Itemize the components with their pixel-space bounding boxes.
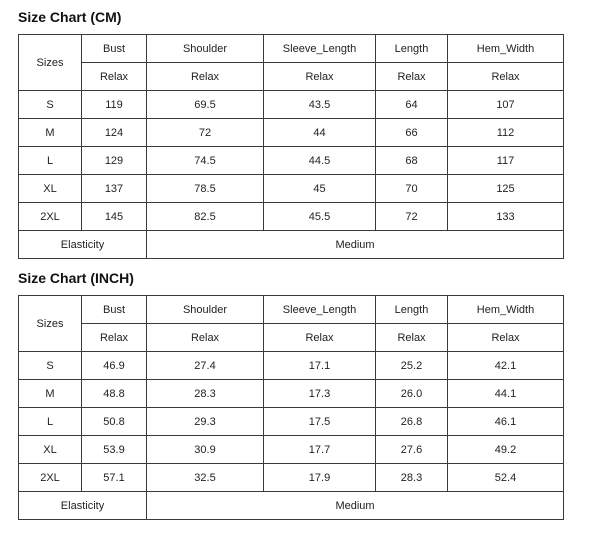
value-cell: 46.9 bbox=[82, 352, 147, 380]
table-row bbox=[19, 91, 564, 119]
value-cell: 74.5 bbox=[147, 147, 264, 175]
value-cell: 49.2 bbox=[448, 436, 564, 464]
value-cell: 133 bbox=[448, 203, 564, 231]
value-cell: 57.1 bbox=[82, 464, 147, 492]
column-header: Hem_Width bbox=[448, 35, 564, 63]
elasticity-row bbox=[19, 231, 564, 259]
value-cell: 48.8 bbox=[82, 380, 147, 408]
table-row bbox=[19, 119, 564, 147]
value-cell: 26.0 bbox=[376, 380, 448, 408]
size-cell: S bbox=[19, 352, 82, 380]
column-header: Bust bbox=[82, 35, 147, 63]
elasticity-label: Elasticity bbox=[19, 231, 147, 259]
value-cell: 124 bbox=[82, 119, 147, 147]
size-chart-inch-table bbox=[18, 295, 564, 520]
value-cell: 43.5 bbox=[264, 91, 376, 119]
column-header: Shoulder bbox=[147, 35, 264, 63]
value-cell: 72 bbox=[376, 203, 448, 231]
value-cell: 53.9 bbox=[82, 436, 147, 464]
value-cell: 112 bbox=[448, 119, 564, 147]
value-cell: 32.5 bbox=[147, 464, 264, 492]
size-cell: 2XL bbox=[19, 464, 82, 492]
value-cell: 45 bbox=[264, 175, 376, 203]
value-cell: 129 bbox=[82, 147, 147, 175]
column-header: Length bbox=[376, 296, 448, 324]
fit-cell: Relax bbox=[264, 63, 376, 91]
fit-cell: Relax bbox=[376, 324, 448, 352]
fit-cell: Relax bbox=[448, 63, 564, 91]
fit-cell: Relax bbox=[147, 324, 264, 352]
fit-cell: Relax bbox=[376, 63, 448, 91]
value-cell: 145 bbox=[82, 203, 147, 231]
value-cell: 82.5 bbox=[147, 203, 264, 231]
value-cell: 119 bbox=[82, 91, 147, 119]
value-cell: 45.5 bbox=[264, 203, 376, 231]
size-cell: L bbox=[19, 147, 82, 175]
value-cell: 52.4 bbox=[448, 464, 564, 492]
sizes-header: Sizes bbox=[19, 296, 82, 352]
value-cell: 44 bbox=[264, 119, 376, 147]
sizes-header: Sizes bbox=[19, 35, 82, 91]
table-row bbox=[19, 436, 564, 464]
value-cell: 27.4 bbox=[147, 352, 264, 380]
value-cell: 42.1 bbox=[448, 352, 564, 380]
value-cell: 125 bbox=[448, 175, 564, 203]
size-cell: 2XL bbox=[19, 203, 82, 231]
table-row bbox=[19, 175, 564, 203]
value-cell: 28.3 bbox=[147, 380, 264, 408]
value-cell: 30.9 bbox=[147, 436, 264, 464]
elasticity-value: Medium bbox=[147, 231, 564, 259]
fit-cell: Relax bbox=[264, 324, 376, 352]
value-cell: 17.5 bbox=[264, 408, 376, 436]
value-cell: 17.1 bbox=[264, 352, 376, 380]
value-cell: 117 bbox=[448, 147, 564, 175]
size-cell: M bbox=[19, 380, 82, 408]
column-header: Shoulder bbox=[147, 296, 264, 324]
fit-row bbox=[19, 63, 564, 91]
column-header: Sleeve_Length bbox=[264, 296, 376, 324]
elasticity-label: Elasticity bbox=[19, 492, 147, 520]
value-cell: 17.3 bbox=[264, 380, 376, 408]
value-cell: 25.2 bbox=[376, 352, 448, 380]
value-cell: 44.1 bbox=[448, 380, 564, 408]
value-cell: 50.8 bbox=[82, 408, 147, 436]
size-chart-cm-title: Size Chart (CM) bbox=[18, 9, 122, 25]
column-header: Sleeve_Length bbox=[264, 35, 376, 63]
size-cell: M bbox=[19, 119, 82, 147]
table-row bbox=[19, 147, 564, 175]
value-cell: 17.7 bbox=[264, 436, 376, 464]
value-cell: 17.9 bbox=[264, 464, 376, 492]
value-cell: 44.5 bbox=[264, 147, 376, 175]
size-cell: L bbox=[19, 408, 82, 436]
size-cell: XL bbox=[19, 175, 82, 203]
size-cell: XL bbox=[19, 436, 82, 464]
value-cell: 69.5 bbox=[147, 91, 264, 119]
value-cell: 46.1 bbox=[448, 408, 564, 436]
value-cell: 107 bbox=[448, 91, 564, 119]
table-row bbox=[19, 203, 564, 231]
value-cell: 78.5 bbox=[147, 175, 264, 203]
size-cell: S bbox=[19, 91, 82, 119]
value-cell: 64 bbox=[376, 91, 448, 119]
value-cell: 26.8 bbox=[376, 408, 448, 436]
table-row bbox=[19, 408, 564, 436]
value-cell: 29.3 bbox=[147, 408, 264, 436]
column-header: Bust bbox=[82, 296, 147, 324]
value-cell: 72 bbox=[147, 119, 264, 147]
fit-cell: Relax bbox=[82, 324, 147, 352]
elasticity-value: Medium bbox=[147, 492, 564, 520]
value-cell: 137 bbox=[82, 175, 147, 203]
elasticity-row bbox=[19, 492, 564, 520]
fit-cell: Relax bbox=[147, 63, 264, 91]
fit-row bbox=[19, 324, 564, 352]
value-cell: 70 bbox=[376, 175, 448, 203]
value-cell: 28.3 bbox=[376, 464, 448, 492]
table-row bbox=[19, 352, 564, 380]
column-header: Length bbox=[376, 35, 448, 63]
header-row bbox=[19, 35, 564, 63]
fit-cell: Relax bbox=[448, 324, 564, 352]
size-chart-cm-table bbox=[18, 34, 564, 259]
column-header: Hem_Width bbox=[448, 296, 564, 324]
table-row bbox=[19, 380, 564, 408]
fit-cell: Relax bbox=[82, 63, 147, 91]
value-cell: 27.6 bbox=[376, 436, 448, 464]
size-chart-inch-title: Size Chart (INCH) bbox=[18, 270, 134, 286]
value-cell: 68 bbox=[376, 147, 448, 175]
value-cell: 66 bbox=[376, 119, 448, 147]
header-row bbox=[19, 296, 564, 324]
table-row bbox=[19, 464, 564, 492]
